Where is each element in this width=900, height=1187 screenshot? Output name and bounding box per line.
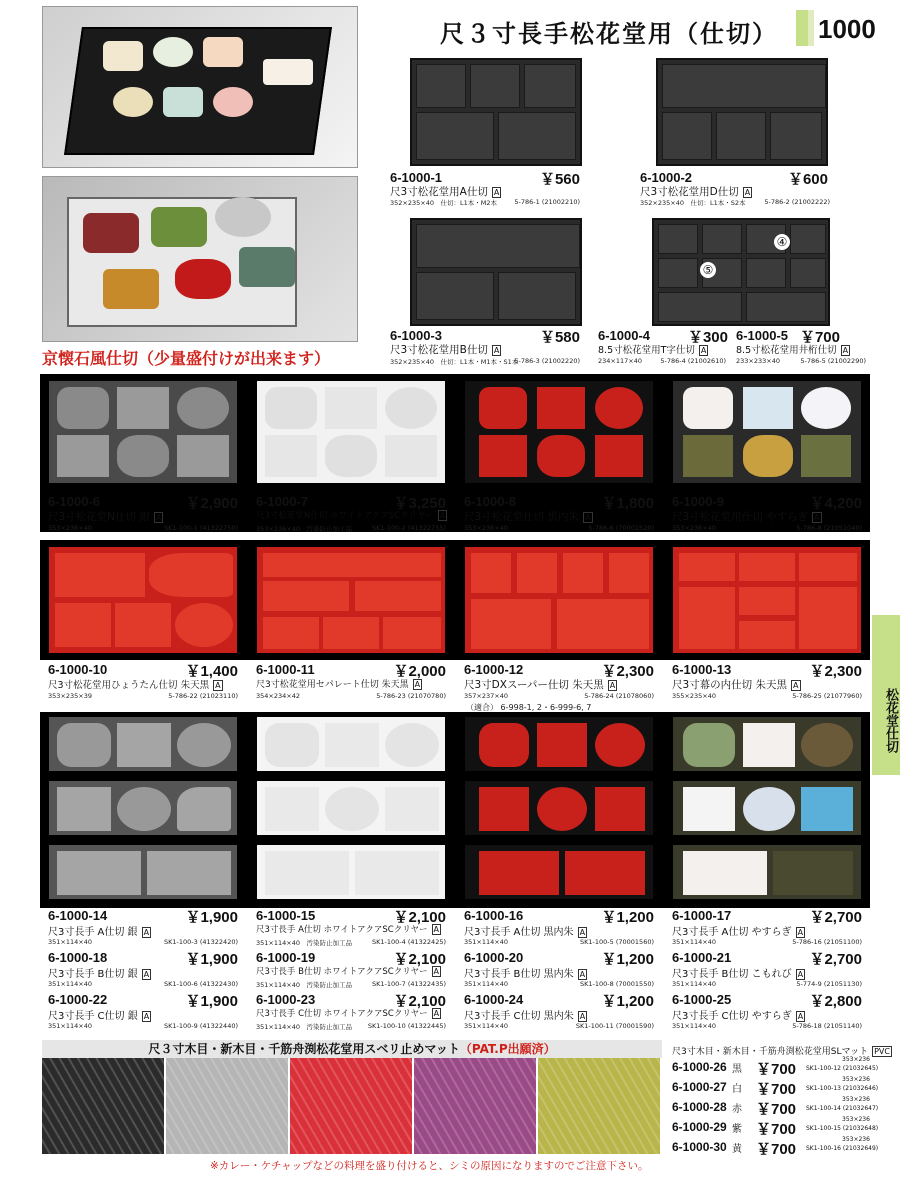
product-name: 尺3寸松花堂用仕切 やすらぎ A xyxy=(672,511,820,523)
product-ref: 5-774-9 (21051130) xyxy=(796,980,862,988)
long-a-silver-image xyxy=(48,716,238,772)
product-price: ￥1,900 xyxy=(185,951,238,968)
product-ref: SK1-100-1 (41322750) xyxy=(164,524,238,532)
product-spec: 351×114×40 xyxy=(464,980,508,988)
mat-swatch-3 xyxy=(414,1058,536,1154)
mat-swatch-2 xyxy=(290,1058,412,1154)
product-code: 6-1000-25 xyxy=(672,992,732,1007)
tray-a-image xyxy=(410,58,582,166)
mat-ref: SK1-100-13 (21032646) xyxy=(806,1085,879,1092)
product-ref: SK1-100-11 (70001590) xyxy=(575,1022,654,1030)
product-ref: SK1-100-6 (41322430) xyxy=(164,980,238,988)
product-spec: 353×236×40 xyxy=(672,524,716,532)
product-name: 尺3寸松花堂N仕切 ホワイトアクアSCクリヤー A xyxy=(256,511,446,521)
product-code: 6-1000-2 xyxy=(640,170,693,185)
product-code: 6-1000-19 xyxy=(256,950,316,965)
mat-item-1[interactable] xyxy=(672,1076,879,1098)
tray-separate-image xyxy=(256,546,446,654)
mat-color-label: 白 xyxy=(732,1084,742,1095)
product-code: 6-1000-24 xyxy=(464,992,524,1007)
product-name: 尺3寸長手 B仕切 こもれび A xyxy=(672,969,804,980)
mat-color-label: 黒 xyxy=(732,1064,742,1075)
product-spec: 352×235×40 仕切：L1本・S2本 xyxy=(640,199,746,207)
header-accent-bar-light xyxy=(808,10,814,46)
long-a-black-red-image xyxy=(464,716,654,772)
header-accent-bar xyxy=(796,10,808,46)
mat-item-0[interactable] xyxy=(672,1056,879,1078)
product-spec: 351×114×40 xyxy=(48,980,92,988)
mat-price: ￥700 xyxy=(756,1141,797,1158)
product-code: 6-1000-17 xyxy=(672,908,732,923)
long-b-komorebi-image xyxy=(672,780,862,836)
product-price: ￥1,800 xyxy=(601,495,654,512)
product-price: ￥2,300 xyxy=(601,663,654,680)
kaiseki-photo xyxy=(42,176,358,342)
product-ref: 5-786-24 (21078060) xyxy=(584,692,654,700)
product-spec: 233×233×40 xyxy=(736,357,780,365)
product-ref: SK1-100-10 (41322445) xyxy=(367,1022,446,1030)
kaiseki-caption: 京懐石風仕切（少量盛付けが出来ます） xyxy=(42,349,331,368)
product-code: 6-1000-20 xyxy=(464,950,524,965)
long-a-yasuragi-image xyxy=(672,716,862,772)
mat-spec: 353×236 xyxy=(842,1116,870,1123)
product-ref: SK1-100-8 (70001550) xyxy=(580,980,654,988)
product-name: 尺3寸松花堂用A仕切 A xyxy=(390,186,500,198)
page-title: 尺３寸長手松花堂用（仕切） xyxy=(440,19,778,48)
mat-code: 6-1000-27 xyxy=(672,1080,727,1094)
product-name: 尺3寸長手 A仕切 銀 A xyxy=(48,927,150,938)
mat-color-label: 黄 xyxy=(732,1144,742,1155)
product-code: 6-1000-15 xyxy=(256,908,316,923)
product-spec: 352×235×40 仕切：L1本・M1本・S1本 xyxy=(390,358,519,366)
tray-d-image xyxy=(656,58,828,166)
product-price: ￥300 xyxy=(687,329,728,346)
product-price: ￥2,800 xyxy=(809,993,862,1010)
product-price: ￥1,900 xyxy=(185,993,238,1010)
product-price: ￥1,900 xyxy=(185,909,238,926)
product-spec: 351×114×40 xyxy=(464,1022,508,1030)
mat-code: 6-1000-28 xyxy=(672,1100,727,1114)
product-ref: 5-786-2 (21002222) xyxy=(764,198,830,206)
product-spec: 351×114×40 xyxy=(464,938,508,946)
mat-item-3[interactable] xyxy=(672,1116,879,1138)
long-b-black-red-image xyxy=(464,780,654,836)
product-code: 6-1000-11 xyxy=(256,662,315,677)
mat-ref: SK1-100-16 (21032649) xyxy=(806,1145,879,1152)
product-code: 6-1000-3 xyxy=(390,328,443,343)
product-name: 尺3寸幕の内仕切 朱天黒 A xyxy=(672,679,799,691)
product-code: 6-1000-18 xyxy=(48,950,108,965)
product-code: 6-1000-22 xyxy=(48,992,108,1007)
product-price: ￥2,100 xyxy=(393,909,446,926)
compatibility-note: （適合） 6-998-1, 2・6-999-6, 7 xyxy=(466,703,592,712)
product-price: ￥2,100 xyxy=(393,951,446,968)
mat-swatch-4 xyxy=(538,1058,660,1154)
product-name: 尺3寸長手 B仕切 銀 A xyxy=(48,969,150,980)
product-name: 尺3寸松花堂N仕切 銀 A xyxy=(48,511,162,523)
product-ref: 5-786-23 (21070780) xyxy=(376,692,446,700)
tray-dx-super-image xyxy=(464,546,654,654)
product-spec: 353×236×40 xyxy=(48,524,92,532)
product-price: ￥4,200 xyxy=(809,495,862,512)
product-spec: 351×114×40 汚染防止加工品 xyxy=(256,1023,352,1031)
product-name: 尺3寸長手 B仕切 ホワイトアクアSCクリヤー A xyxy=(256,967,440,977)
mat-section-title: 尺３寸木目・新木目・千筋舟渕松花堂用スベリ止めマット（PAT.P出願済） xyxy=(42,1040,662,1058)
product-ref: 5-786-8 (21051040) xyxy=(796,524,862,532)
product-code: 6-1000-21 xyxy=(672,950,732,965)
product-name: 尺3寸長手 A仕切 やすらぎ A xyxy=(672,927,804,938)
product-ref: 5-786-4 (21002610) xyxy=(660,357,726,365)
mat-code: 6-1000-30 xyxy=(672,1140,727,1154)
mat-price: ￥700 xyxy=(756,1121,797,1138)
product-code: 6-1000-10 xyxy=(48,662,108,677)
product-code: 6-1000-5 xyxy=(736,328,789,343)
mat-caution-note: ※カレー・ケチャップなどの料理を盛り付けると、シミの原因になりますのでご注意下さい。 xyxy=(210,1160,649,1172)
product-code: 6-1000-16 xyxy=(464,908,524,923)
product-spec: 353×236×40 xyxy=(464,524,508,532)
product-price: ￥1,400 xyxy=(185,663,238,680)
label-4-marker: ④ xyxy=(774,234,790,250)
mat-color-label: 紫 xyxy=(732,1124,742,1135)
mat-side-heading: 尺3寸木目・新木目・千筋舟渕松花堂用SLマット PVC xyxy=(672,1047,890,1057)
product-price: ￥700 xyxy=(799,329,840,346)
mat-item-2[interactable] xyxy=(672,1096,879,1118)
bento-photo-grid xyxy=(42,6,358,168)
tray-yasuragi-image xyxy=(672,380,862,484)
mat-color-label: 赤 xyxy=(732,1104,742,1115)
tray-black-red-image xyxy=(464,380,654,484)
product-ref: 5-786-6 (70001520) xyxy=(588,524,654,532)
product-spec: 351×114×40 汚染防止加工品 xyxy=(256,939,352,947)
tray-b-image xyxy=(410,218,582,326)
product-name: 尺3寸長手 C仕切 やすらぎ A xyxy=(672,1011,804,1022)
tray-makunouchi-image xyxy=(672,546,862,654)
product-code: 6-1000-7 xyxy=(256,494,309,509)
product-spec: 355×235×40 xyxy=(672,692,716,700)
product-spec: 354×234×42 xyxy=(256,692,300,700)
product-ref: 5-786-18 (21051140) xyxy=(792,1022,862,1030)
product-code: 6-1000-6 xyxy=(48,494,101,509)
mat-spec: 353×236 xyxy=(842,1096,870,1103)
tray-hyoutan-image xyxy=(48,546,238,654)
product-name: 尺3寸長手 B仕切 黒内朱 A xyxy=(464,969,586,980)
label-5-marker: ⑤ xyxy=(700,262,716,278)
product-price: ￥3,250 xyxy=(393,495,446,512)
product-spec: 353×236×40 汚染防止加工品 xyxy=(256,525,352,533)
long-c-yasuragi-image xyxy=(672,844,862,900)
product-code: 6-1000-23 xyxy=(256,992,316,1007)
product-ref: SK1-100-2 (41322755) xyxy=(372,524,446,532)
long-b-white-image xyxy=(256,780,446,836)
product-name: 尺3寸松花堂用B仕切 A xyxy=(390,344,500,356)
product-spec: 357×237×40 xyxy=(464,692,508,700)
side-category-tab[interactable]: 松花堂仕切 xyxy=(872,615,900,775)
product-spec: 352×235×40 仕切：L1本・M2本 xyxy=(390,199,497,207)
product-name: 尺3寸松花堂用ひょうたん仕切 朱天黒 A xyxy=(48,680,221,691)
tray-t-igeta-image xyxy=(652,218,830,326)
product-price: ￥1,200 xyxy=(601,951,654,968)
long-a-white-image xyxy=(256,716,446,772)
product-ref: 5-786-1 (21002210) xyxy=(514,198,580,206)
mat-code: 6-1000-26 xyxy=(672,1060,727,1074)
long-c-white-image xyxy=(256,844,446,900)
product-name: 8.5寸松花堂用井桁仕切 A xyxy=(736,345,849,356)
product-spec: 351×114×40 汚染防止加工品 xyxy=(256,981,352,989)
product-price: ￥580 xyxy=(539,329,580,346)
long-c-silver-image xyxy=(48,844,238,900)
product-name: 尺3寸長手 C仕切 ホワイトアクアSCクリヤー A xyxy=(256,1009,440,1019)
product-spec: 351×114×40 xyxy=(48,938,92,946)
product-ref: SK1-100-3 (41322420) xyxy=(164,938,238,946)
product-price: ￥2,700 xyxy=(809,951,862,968)
mat-price: ￥700 xyxy=(756,1081,797,1098)
product-ref: SK1-100-5 (70001560) xyxy=(580,938,654,946)
product-name: 尺3寸長手 C仕切 銀 A xyxy=(48,1011,150,1022)
product-ref: 5-786-5 (21002290) xyxy=(800,357,866,365)
product-code: 6-1000-1 xyxy=(390,170,443,185)
product-spec: 351×114×40 xyxy=(672,980,716,988)
product-name: 尺3寸松花堂用セパレート仕切 朱天黒 A xyxy=(256,680,421,690)
product-ref: 5-786-22 (21023110) xyxy=(168,692,238,700)
product-price: ￥600 xyxy=(787,171,828,188)
product-price: ￥560 xyxy=(539,171,580,188)
product-spec: 351×114×40 xyxy=(672,1022,716,1030)
product-ref: SK1-100-9 (41322440) xyxy=(164,1022,238,1030)
mat-ref: SK1-100-12 (21032645) xyxy=(806,1065,879,1072)
product-spec: 351×114×40 xyxy=(672,938,716,946)
mat-item-4[interactable] xyxy=(672,1136,879,1158)
long-b-silver-image xyxy=(48,780,238,836)
mat-swatch-1 xyxy=(166,1058,288,1154)
mat-spec: 353×236 xyxy=(842,1076,870,1083)
page-number: 1000 xyxy=(818,14,876,44)
product-code: 6-1000-12 xyxy=(464,662,524,677)
product-code: 6-1000-13 xyxy=(672,662,732,677)
mat-swatch-0 xyxy=(42,1058,164,1154)
long-c-black-red-image xyxy=(464,844,654,900)
product-code: 6-1000-9 xyxy=(672,494,725,509)
mat-price: ￥700 xyxy=(756,1061,797,1078)
product-price: ￥2,900 xyxy=(185,495,238,512)
product-code: 6-1000-14 xyxy=(48,908,108,923)
product-ref: 5-786-16 (21051100) xyxy=(792,938,862,946)
mat-ref: SK1-100-14 (21032647) xyxy=(806,1105,879,1112)
product-spec: 351×114×40 xyxy=(48,1022,92,1030)
product-code: 6-1000-8 xyxy=(464,494,517,509)
mat-spec: 353×236 xyxy=(842,1136,870,1143)
product-name: 尺3寸松花堂用D仕切 A xyxy=(640,186,751,198)
product-ref: SK1-100-4 (41322425) xyxy=(372,938,446,946)
product-price: ￥1,200 xyxy=(601,909,654,926)
product-ref: SK1-100-7 (41322435) xyxy=(372,980,446,988)
product-code: 6-1000-4 xyxy=(598,328,651,343)
product-price: ￥2,100 xyxy=(393,993,446,1010)
product-spec: 353×235×39 xyxy=(48,692,92,700)
product-name: 8.5寸松花堂用T字仕切 A xyxy=(598,345,707,356)
product-ref: 5-786-3 (21002220) xyxy=(514,357,580,365)
product-spec: 234×117×40 xyxy=(598,357,642,365)
product-price: ￥2,300 xyxy=(809,663,862,680)
product-price: ￥2,700 xyxy=(809,909,862,926)
product-price: ￥2,000 xyxy=(393,663,446,680)
product-name: 尺3寸長手 C仕切 黒内朱 A xyxy=(464,1011,586,1022)
product-name: 尺3寸松花堂仕切 黒内朱 A xyxy=(464,511,591,523)
tray-n-silver-image xyxy=(48,380,238,484)
mat-ref: SK1-100-15 (21032648) xyxy=(806,1125,879,1132)
product-price: ￥1,200 xyxy=(601,993,654,1010)
mat-price: ￥700 xyxy=(756,1101,797,1118)
product-name: 尺3寸DXスーパー仕切 朱天黒 A xyxy=(464,679,616,691)
mat-spec: 353×236 xyxy=(842,1056,870,1063)
product-name: 尺3寸長手 A仕切 ホワイトアクアSCクリヤー A xyxy=(256,925,440,935)
product-name: 尺3寸長手 A仕切 黒内朱 A xyxy=(464,927,586,938)
tray-n-white-image xyxy=(256,380,446,484)
mat-code: 6-1000-29 xyxy=(672,1120,727,1134)
product-ref: 5-786-25 (21077960) xyxy=(792,692,862,700)
